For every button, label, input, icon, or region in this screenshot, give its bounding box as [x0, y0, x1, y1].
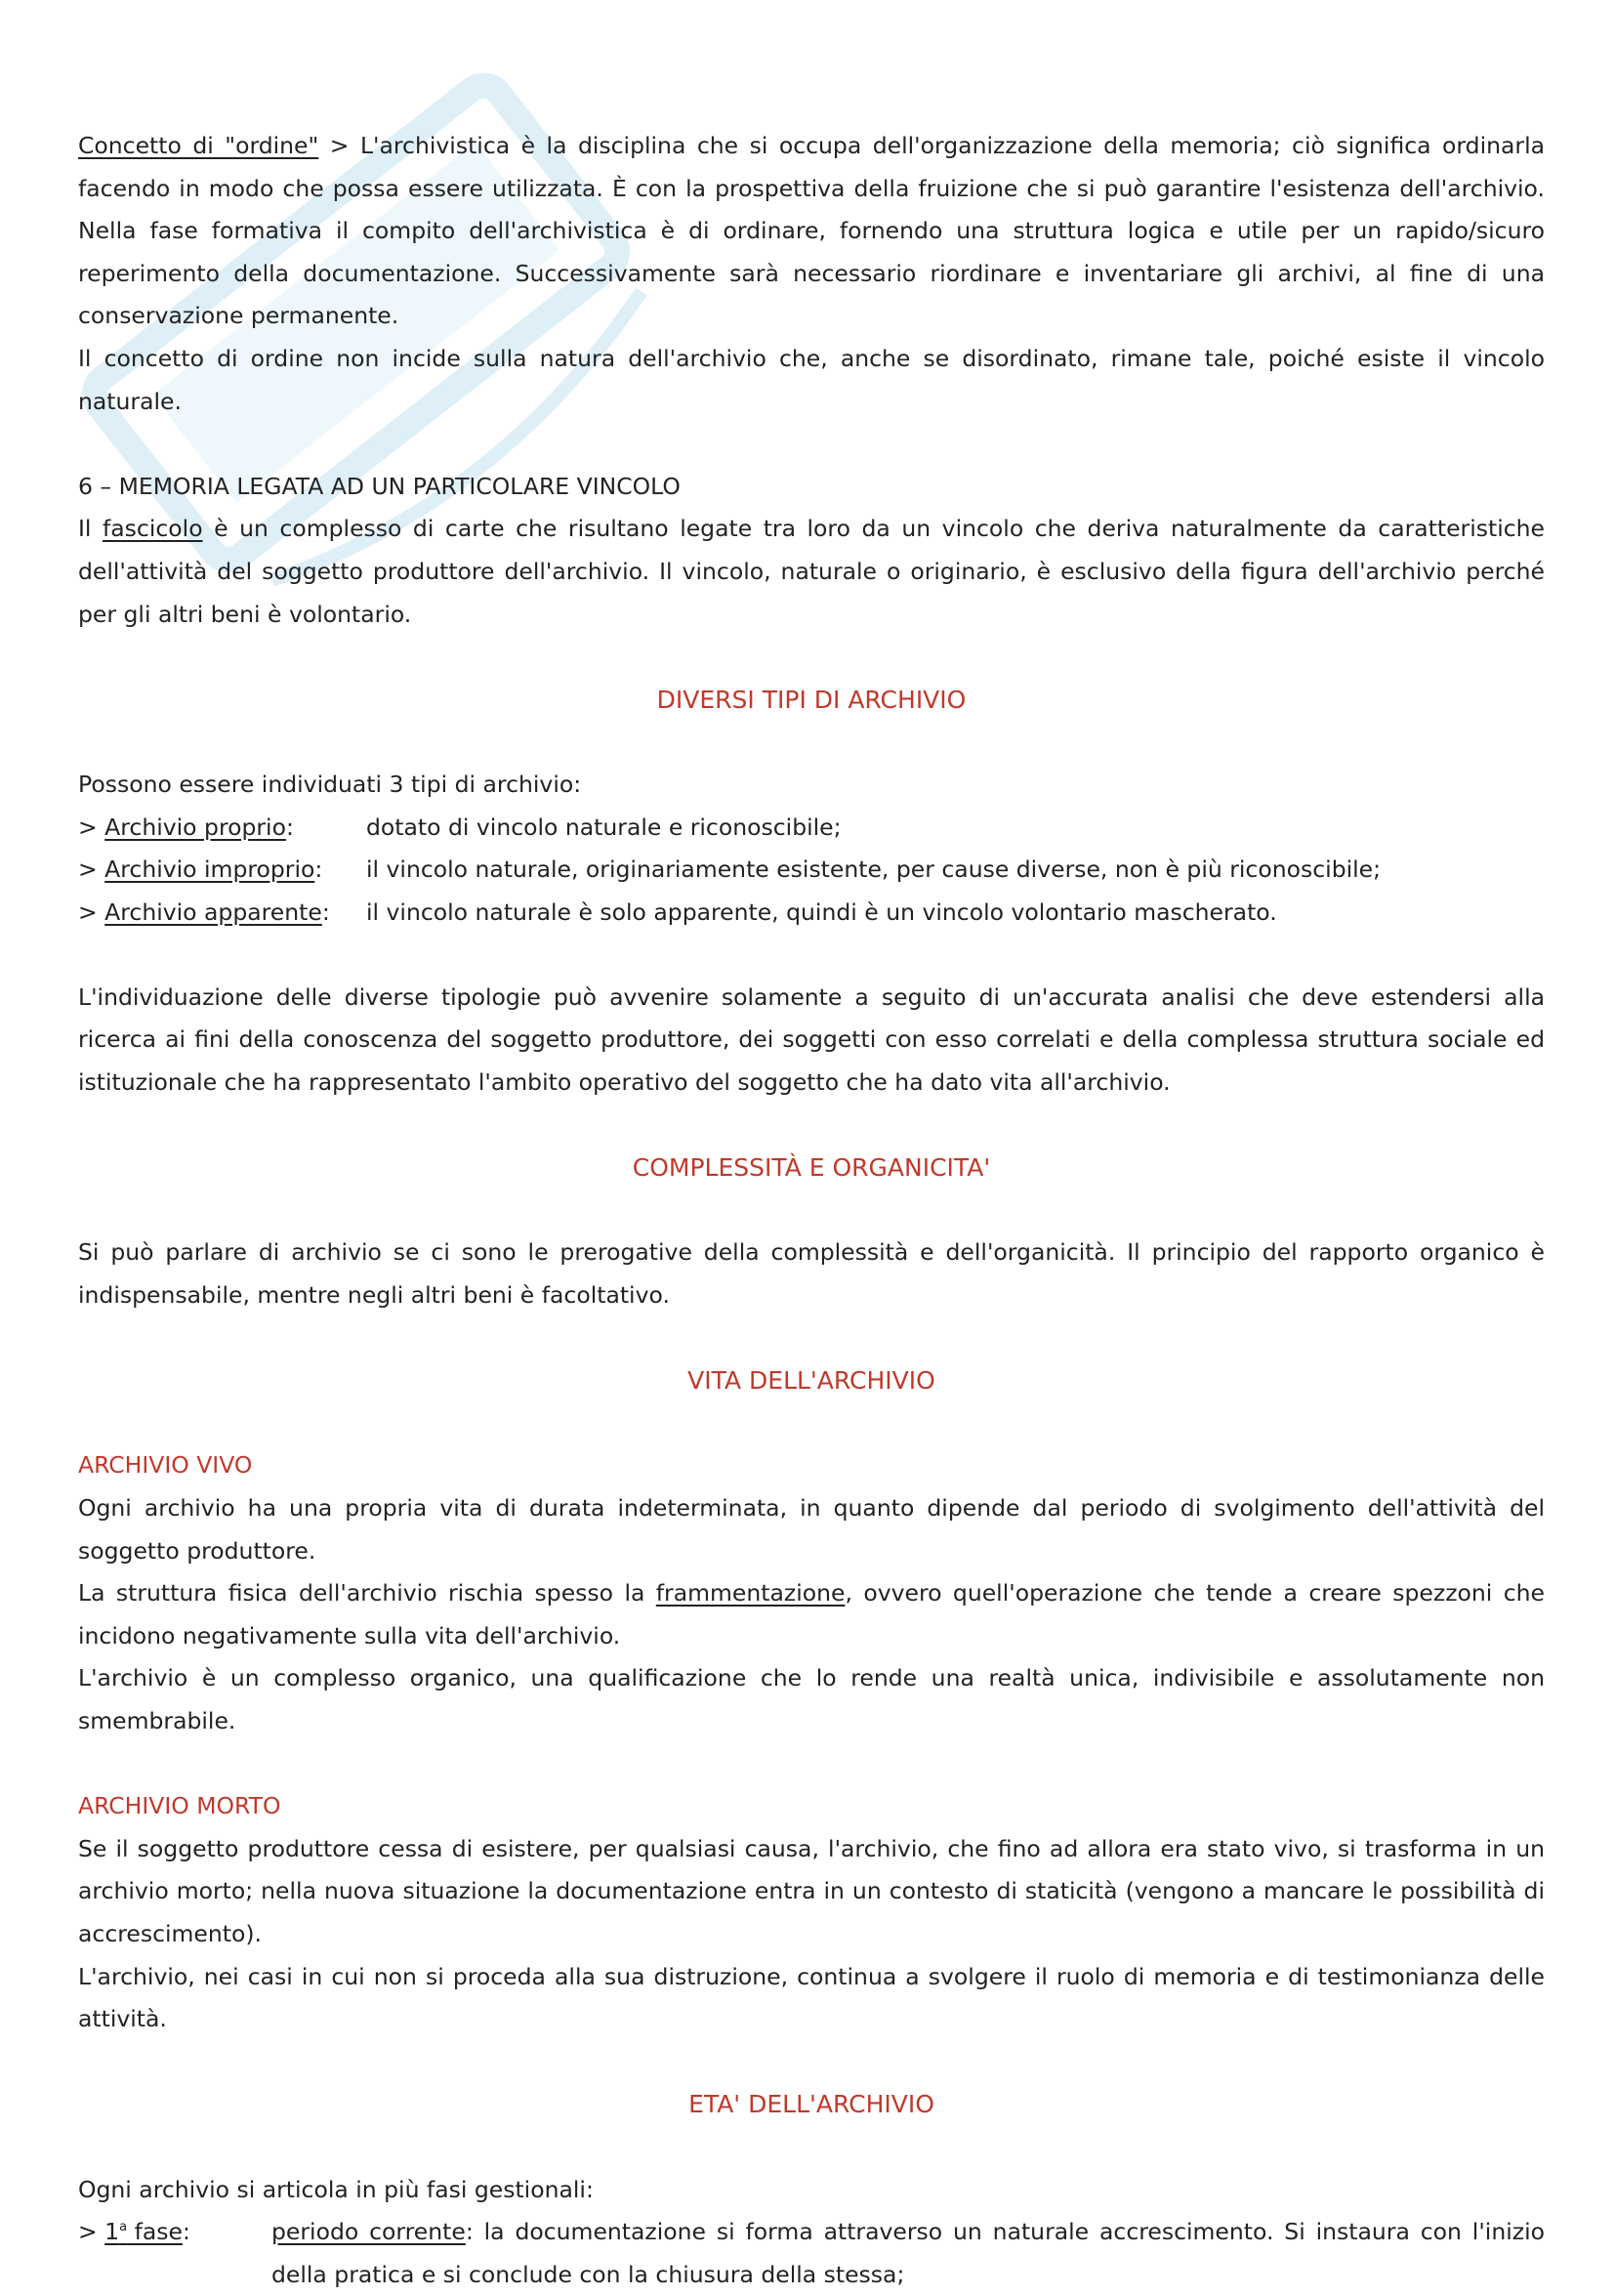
section-6-title: 6 – MEMORIA LEGATA AD UN PARTICOLARE VINCOLO [78, 472, 681, 500]
paragraph-morto-1: Se il soggetto produttore cessa di esistere, per qualsiasi causa, l'archivio, che fino ad allora era stato vivo, si trasforma in un archivio morto; nella nuova situazione la documentazione entra in un contesto di staticità (vengono a mancare le possibilità di accrescimento). [78, 1834, 1545, 1947]
paragraph-vivo-2: La struttura fisica dell'archivio rischia spesso la frammentazione, ovvero quell'operazione che tende a creare spezzoni che incidono negativamente sulla vita dell'archivio. [78, 1579, 1546, 1649]
eta-intro: Ogni archivio si articola in più fasi gestionali: [78, 2175, 594, 2203]
list-item: > $1^a$ fase: periodo corrente: la documentazione si forma attraverso un naturale accrescimento. Si instaura con l'inizio della pratica e si conclude con la chiusura della stessa; [78, 2218, 1545, 2288]
tipi-intro: Possono essere individuati 3 tipi di archivio: [78, 770, 582, 798]
paragraph-fascicolo: Il fascicolo è un complesso di carte che risultano legate tra loro da un vincolo che deriva naturalmente da caratteristiche dell'attività del soggetto produttore dell'archivio. Il vincolo, naturale o originario, è esclusivo della figura dell'archivio perché per gli altri beni è volontario. [78, 515, 1545, 628]
term-ordine: Concetto di "ordine" [78, 132, 319, 159]
term-archivio-improprio: Archivio improprio [104, 856, 315, 884]
subheading-archivio-vivo: ARCHIVIO VIVO [78, 1451, 253, 1480]
heading-tipi: DIVERSI TIPI DI ARCHIVIO [656, 685, 967, 714]
paragraph-ordine-2: Il concetto di ordine non incide sulla natura dell'archivio che, anche se disordinato, rimane tale, poiché esiste il vincolo naturale. [78, 344, 1545, 415]
term-archivio-apparente: Archivio apparente [104, 898, 322, 926]
term-prima-fase: 1$^a$ fase [104, 2218, 183, 2246]
paragraph-vivo-1: Ogni archivio ha una propria vita di durata indeterminata, in quanto dipende dal periodo di svolgimento dell'attività del soggetto produttore. [78, 1494, 1545, 1565]
heading-eta: ETA' DELL'ARCHIVIO [688, 2090, 934, 2119]
paragraph-tipologie: L'individuazione delle diverse tipologie può avvenire solamente a seguito di un'accurata analisi che deve estendersi alla ricerca ai fini della conoscenza del soggetto produttore, dei soggetti con esso correlati e della complessa struttura sociale ed istituzionale che ha rappresentato l'ambito operativo del soggetto che ha dato vita all'archivio. [78, 982, 1545, 1097]
list-item: > Archivio improprio: il vincolo naturale, originariamente esistente, per cause diverse, non è più riconoscibile; [78, 856, 1382, 884]
paragraph-complessita: Si può parlare di archivio se ci sono le prerogative della complessità e dell'organicità. Il principio del rapporto organico è indispensabile, mentre negli altri beni è facoltativo. [78, 1238, 1545, 1310]
term-fascicolo: fascicolo [103, 515, 203, 543]
list-item: > Archivio apparente: il vincolo naturale è solo apparente, quindi è un vincolo volontario mascherato. [78, 898, 1277, 926]
list-item: > Archivio proprio: dotato di vincolo naturale e riconoscibile; [78, 813, 842, 841]
paragraph-morto-2: L'archivio, nei casi in cui non si proceda alla sua distruzione, continua a svolgere il ruolo di memoria e di testimonianza delle attività. [78, 1962, 1545, 2033]
heading-vita: VITA DELL'ARCHIVIO [687, 1366, 935, 1396]
document-page [78, 125, 1545, 2296]
heading-complessita: COMPLESSITÀ E ORGANICITA' [632, 1153, 991, 1183]
paragraph-ordine: Concetto di "ordine" > L'archivistica è la disciplina che si occupa dell'organizzazione della memoria; ciò significa ordinarla facendo in modo che possa essere utilizzata. È con la prospettiva della fruizione che si può garantire l'esistenza dell'archivio. Nella fase formativa il compito dell'archivistica è di ordinare, fornendo una struttura logica e utile per un rapido/sicuro reperimento della documentazione. Successivamente sarà necessario riordinare e inventariare gli archivi, al fine di una conservazione permanente. [78, 132, 1546, 330]
term-archivio-proprio: Archivio proprio [104, 813, 286, 841]
paragraph-vivo-3: L'archivio è un complesso organico, una qualificazione che lo rende una realtà unica, indivisibile e assolutamente non smembrabile. [78, 1664, 1545, 1734]
subheading-archivio-morto: ARCHIVIO MORTO [78, 1792, 281, 1820]
term-frammentazione: frammentazione [655, 1579, 846, 1607]
term-periodo-corrente: periodo corrente [271, 2218, 466, 2246]
